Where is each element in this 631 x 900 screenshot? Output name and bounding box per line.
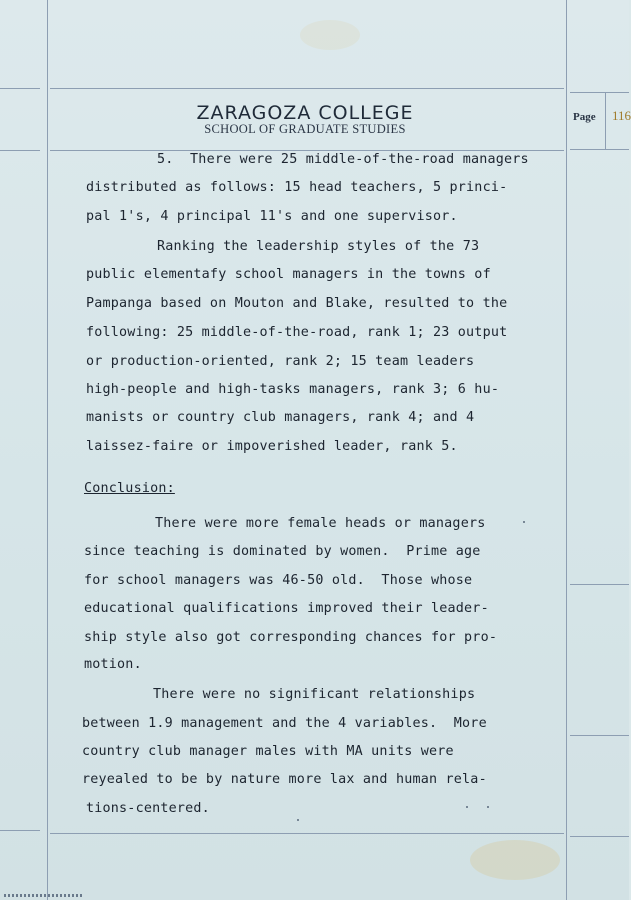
paper-stain	[470, 840, 560, 880]
right-margin-tick	[570, 584, 629, 585]
page-number: 116	[612, 108, 631, 123]
school-name: SCHOOL OF GRADUATE STUDIES	[204, 122, 406, 136]
right-margin-tick	[570, 735, 629, 736]
text-line: reyealed to be by nature more lax and human rela-	[82, 772, 487, 787]
text-line: distributed as follows: 15 head teachers, 5 princi-	[86, 180, 508, 195]
paper-stain	[300, 20, 360, 50]
scanner-footer-mark	[4, 894, 84, 897]
footer-rule	[50, 833, 564, 834]
text-line: There were no significant relationships	[153, 687, 476, 702]
ink-speck	[523, 521, 525, 523]
institution-name: ZARAGOZA COLLEGE	[196, 102, 414, 124]
text-line: or production-oriented, rank 2; 15 team leaders	[86, 354, 475, 369]
text-line: country club manager males with MA units were	[82, 744, 454, 759]
left-margin-tick	[0, 88, 40, 89]
page-box-divider	[605, 92, 606, 149]
page-label: Page	[573, 111, 596, 123]
header-rule-bottom	[50, 150, 564, 151]
text-line: pal 1's, 4 principal 11's and one supervisor.	[86, 209, 458, 224]
text-line: tions-centered.	[86, 801, 210, 816]
ink-speck	[487, 806, 489, 808]
text-line: between 1.9 management and the 4 variables. More	[82, 716, 487, 731]
text-line: Ranking the leadership styles of the 73	[157, 239, 480, 254]
text-line: There were more female heads or managers	[155, 516, 486, 531]
margin-rule-right	[566, 0, 567, 900]
text-line: 5. There were 25 middle-of-the-road managers	[157, 152, 529, 167]
left-margin-tick	[0, 830, 40, 831]
header-rule-top	[50, 88, 564, 89]
text-line: public elementafy school managers in the towns of	[86, 267, 491, 282]
text-line: since teaching is dominated by women. Prime age	[84, 544, 481, 559]
right-margin-tick	[570, 92, 629, 93]
right-margin-tick	[570, 149, 629, 150]
left-margin-tick	[0, 150, 40, 151]
margin-rule-left	[47, 0, 48, 900]
ink-speck	[466, 806, 468, 808]
right-margin-tick	[570, 836, 629, 837]
text-line: manists or country club managers, rank 4; and 4	[86, 410, 475, 425]
ink-speck	[297, 819, 299, 821]
text-line: laissez-faire or impoverished leader, rank 5.	[86, 439, 458, 454]
text-line: high-people and high-tasks managers, rank 3; 6 hu-	[86, 382, 500, 397]
text-line: educational qualifications improved their leader-	[84, 601, 489, 616]
text-line: ship style also got corresponding chances for pro-	[84, 630, 498, 645]
text-line: following: 25 middle-of-the-road, rank 1; 23 output	[86, 325, 508, 340]
text-line: motion.	[84, 657, 142, 672]
text-line: for school managers was 46-50 old. Those whose	[84, 573, 473, 588]
conclusion-heading: Conclusion:	[84, 481, 175, 496]
text-line: Pampanga based on Mouton and Blake, resulted to the	[86, 296, 508, 311]
